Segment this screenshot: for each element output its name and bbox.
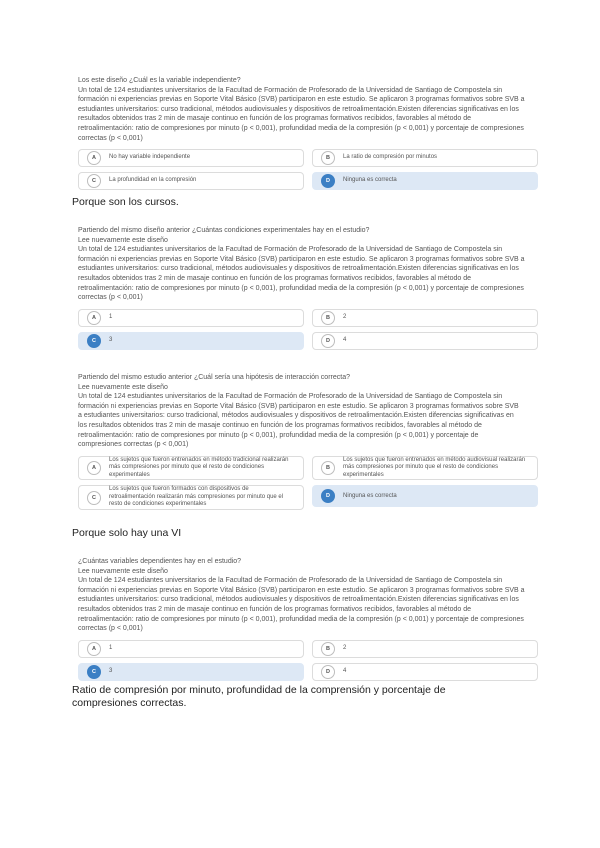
option-a[interactable] xyxy=(78,309,304,327)
note-line: compresiones correctas. xyxy=(72,697,187,709)
question-line: formación ni experiencias previas en Soporte Vital Básico (SVB) participaron en este estudio. Se aplicaron 3 programas formativos sobre SVB a xyxy=(78,96,525,104)
option-a[interactable] xyxy=(78,640,304,658)
question-line: Partiendo del mismo diseño anterior ¿Cuántas condiciones experimentales hay en el estudio? xyxy=(78,227,370,234)
option-letter: C xyxy=(87,665,101,679)
question-line: Un total de 124 estudiantes universitarios de la Facultad de Formación de Profesorado de la Universidad de Santiago de Compostela sin xyxy=(78,393,503,401)
option-d[interactable] xyxy=(312,332,538,350)
handwritten-note-1: Porque son los cursos. xyxy=(72,196,179,208)
option-b[interactable] xyxy=(312,456,538,481)
handwritten-note-3 xyxy=(72,684,446,710)
option-letter: D xyxy=(321,174,335,188)
question-block-3 xyxy=(78,373,538,515)
option-letter: A xyxy=(87,311,101,325)
option-label: 2 xyxy=(343,314,347,320)
option-letter: A xyxy=(87,642,101,656)
question-line: formación ni experiencias previas en Soporte Vital Básico (SVB) participaron en este estudio. Se aplicaron 3 programas formativos sobre SVB a xyxy=(78,586,525,594)
option-d-selected[interactable] xyxy=(312,172,538,190)
option-letter: C xyxy=(87,491,101,505)
question-block-4 xyxy=(78,557,538,686)
option-label: La profundidad en la compresión xyxy=(109,177,197,184)
option-letter: A xyxy=(87,151,101,165)
question-line: Partiendo del mismo estudio anterior ¿Cuál sería una hipótesis de interacción correcta? xyxy=(78,374,350,381)
option-letter: C xyxy=(87,174,101,188)
handwritten-note-2: Porque solo hay una VI xyxy=(72,527,182,539)
option-label: 1 xyxy=(109,645,113,651)
option-letter: B xyxy=(321,151,335,165)
option-label: 2 xyxy=(343,645,347,651)
option-d-selected[interactable] xyxy=(312,485,538,507)
question-line: los resultados obtenidos tras 2 min de masaje continuo en función de los programas formativos recibidos, favorables al método de xyxy=(78,421,482,429)
option-c-selected[interactable] xyxy=(78,663,304,681)
option-label: Ninguna es correcta xyxy=(343,177,397,184)
option-letter: A xyxy=(87,461,101,475)
option-c[interactable] xyxy=(78,172,304,190)
option-letter: D xyxy=(321,665,335,679)
option-label: Los sujetos que fueron formados con dispositivos de retroalimentación realizarán más compresiones por minuto que el resto de condiciones experimentales xyxy=(109,486,284,508)
option-label: 3 xyxy=(109,668,113,674)
option-label: Ninguna es correcta xyxy=(343,492,397,499)
question-text xyxy=(78,557,538,634)
question-text xyxy=(78,373,538,450)
question-line: compresiones correctas (p < 0,001) xyxy=(78,441,189,449)
question-block-2 xyxy=(78,226,538,355)
answer-options xyxy=(78,456,538,515)
question-line: resultados obtenidos tras 2 min de masaje continuo en función de los programas formativos recibidos, favorables al método de xyxy=(78,605,471,613)
option-b[interactable] xyxy=(312,640,538,658)
option-letter: D xyxy=(321,489,335,503)
note-line: Ratio de compresión por minuto, profundidad de la comprensión y porcentaje de xyxy=(72,684,446,696)
question-line: a estudiantes universitarios: curso tradicional, métodos audiovisuales y dispositivos de retroalimentación.Existen diferencias significativas en xyxy=(78,412,514,420)
option-letter: B xyxy=(321,461,335,475)
option-letter: B xyxy=(321,642,335,656)
option-label: Los sujetos que fueron entrenados en método tradicional realizarán más compresiones por minuto que el resto de condiciones experimentales xyxy=(109,456,289,478)
option-letter: B xyxy=(321,311,335,325)
question-line: Los este diseño ¿Cuál es la variable independiente? xyxy=(78,77,241,84)
question-line: estudiantes universitarios: curso tradicional, métodos audiovisuales y dispositivos de retroalimentación.Existen diferencias significativas en los xyxy=(78,265,519,273)
option-d[interactable] xyxy=(312,663,538,681)
answer-options xyxy=(78,149,538,195)
option-b[interactable] xyxy=(312,309,538,327)
question-line: formación ni experiencias previas en Soporte Vital Básico (SVB) participaron en este estudio. Se aplicaron 3 programas formativos sobre SVB a xyxy=(78,255,525,263)
question-line: Un total de 124 estudiantes universitarios de la Facultad de Formación de Profesorado de la Universidad de Santiago de Compostela sin xyxy=(78,86,503,94)
question-line: retroalimentación: ratio de compresiones por minuto (p < 0,001), profundidad media de la compresión (p < 0,001) y porcentaje de compresiones xyxy=(78,284,524,292)
answer-options xyxy=(78,640,538,686)
question-line: correctas (p < 0,001) xyxy=(78,625,143,633)
option-a[interactable] xyxy=(78,149,304,167)
question-line: Un total de 124 estudiantes universitarios de la Facultad de Formación de Profesorado de la Universidad de Santiago de Compostela sin xyxy=(78,577,503,585)
question-line: resultados obtenidos tras 2 min de masaje continuo en función de los programas formativos recibidos, favorables al método de xyxy=(78,115,471,123)
question-line: retroalimentación: ratio de compresiones por minuto (p < 0,001), profundidad media de la compresión (p < 0,001) y porcentaje de compresiones xyxy=(78,615,524,623)
question-block-1 xyxy=(78,76,538,195)
question-line: correctas (p < 0,001) xyxy=(78,134,143,142)
question-line: Lee nuevamente este diseño xyxy=(78,567,168,575)
option-label: Los sujetos que fueron entrenados en método audiovisual realizarán más compresiones por minuto que el resto de condiciones experimentales xyxy=(343,456,526,478)
option-letter: C xyxy=(87,334,101,348)
question-line: Lee nuevamente este diseño xyxy=(78,383,168,391)
question-line: retroalimentación: ratio de compresiones por minuto (p < 0,001), profundidad media de la compresión (p < 0,001) y porcentaje de compresiones xyxy=(78,124,524,132)
option-label: 1 xyxy=(109,314,113,320)
question-line: formación ni experiencias previas en Soporte Vital Básico (SVB) participaron en este estudio. Se aplicaron 3 programas formativos sobre SVB xyxy=(78,402,519,410)
option-label: 4 xyxy=(343,668,347,674)
option-label: 3 xyxy=(109,337,113,343)
question-line: Lee nuevamente este diseño xyxy=(78,236,168,244)
option-b[interactable] xyxy=(312,149,538,167)
answer-options xyxy=(78,309,538,355)
question-text xyxy=(78,226,538,303)
question-line: estudiantes universitarios: curso tradicional, métodos audiovisuales y dispositivos de retroalimentación.Existen diferencias significativas en los xyxy=(78,105,519,113)
question-line: retroalimentación: ratio de compresiones por minuto (p < 0,001), profundidad media de la compresión (p < 0,001) y porcentaje de xyxy=(78,431,479,439)
option-label: 4 xyxy=(343,337,347,343)
option-c-selected[interactable] xyxy=(78,332,304,350)
question-line: resultados obtenidos tras 2 min de masaje continuo en función de los programas formativos recibidos, favorables al método de xyxy=(78,274,471,282)
question-text xyxy=(78,76,538,143)
question-line: Un total de 124 estudiantes universitarios de la Facultad de Formación de Profesorado de la Universidad de Santiago de Compostela sin xyxy=(78,246,503,254)
option-c[interactable] xyxy=(78,485,304,510)
question-line: ¿Cuántas variables dependientes hay en el estudio? xyxy=(78,558,242,565)
option-label: La ratio de compresión por minutos xyxy=(343,154,438,161)
question-line: estudiantes universitarios: curso tradicional, métodos audiovisuales y dispositivos de retroalimentación.Existen diferencias significativas en los xyxy=(78,596,519,604)
option-letter: D xyxy=(321,334,335,348)
option-a[interactable] xyxy=(78,456,304,481)
question-line: correctas (p < 0,001) xyxy=(78,294,143,302)
option-label: No hay variable independiente xyxy=(109,154,191,161)
